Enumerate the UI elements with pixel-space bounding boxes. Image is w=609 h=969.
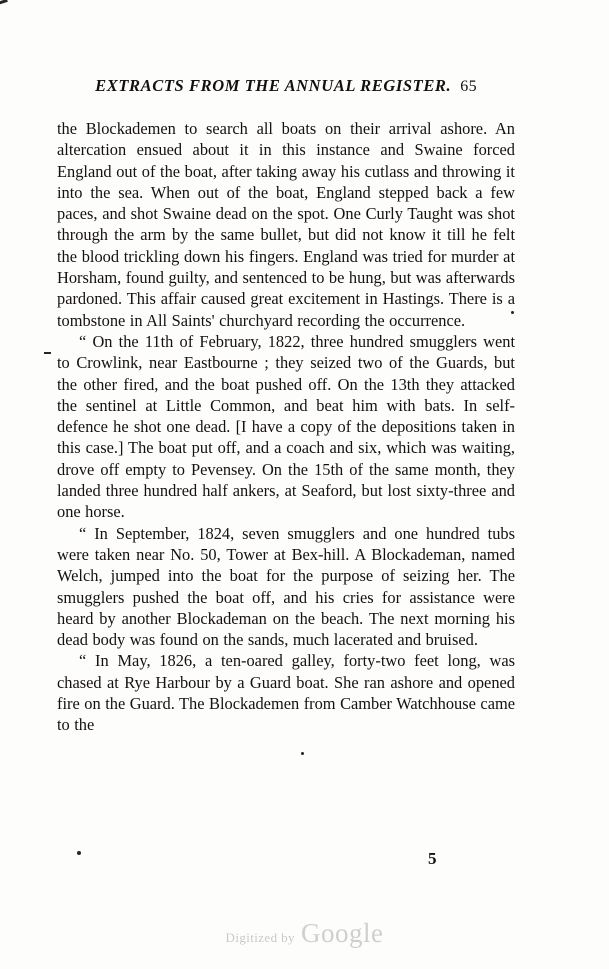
watermark-brand: Google <box>300 918 384 948</box>
running-head <box>57 76 515 96</box>
watermark-prefix: Digitized by <box>225 930 295 945</box>
page-number: 65 <box>460 78 477 95</box>
running-head-title: EXTRACTS FROM THE ANNUAL REGISTER. <box>95 76 452 95</box>
signature-mark: 5 <box>428 849 437 868</box>
scan-artifact-dot-footer <box>77 851 81 855</box>
google-watermark <box>0 918 609 949</box>
text-column <box>57 118 515 736</box>
paragraph-1824: “ In September, 1824, seven smugglers and one hundred tubs were taken near No. 50, Tower at Bex-hill. A Blockademan, named Welch, jumped into the boat for the purpose of seizing her. The smugglers pushed the boat off, and his cries for assistance were heard by another Blockademan on the beach. The next morning his dead body was found on the sands, much lacerated and bruised. <box>57 523 515 650</box>
paragraph-1822: “ On the 11th of February, 1822, three hundred smugglers went to Crowlink, near Eastbourne ; they seized two of the Guards, but the other fired, and the boat pushed off. On the 13th they attacked the sentinel at Little Common, and beat him with bats. In self-defence he shot one dead. [I have a copy of the depositions taken in this case.] The boat put off, and a coach and six, which was waiting, drove off empty to Pevensey. On the 15th of the same month, they landed three hundred half ankers, at Seaford, but lost sixty-three and one horse. <box>57 331 515 522</box>
paragraph-continued: the Blockademen to search all boats on their arrival ashore. An altercation ensued about it in this instance and Swaine forced England out of the boat, after taking away his cutlass and throwing it into the sea. When out of the boat, England stepped back a few paces, and shot Swaine dead on the spot. One Curly Taught was shot through the arm by the same bullet, but did not know it till he felt the blood trickling down his fingers. England was tried for murder at Horsham, found guilty, and sentenced to be hung, but was afterwards pardoned. This affair caused great excitement in Hastings. There is a tombstone in All Saints' churchyard recording the occurrence. <box>57 119 515 330</box>
scan-artifact-dot-middle <box>301 752 304 755</box>
paragraph-1826: “ In May, 1826, a ten-oared galley, forty-two feet long, was chased at Rye Harbour by a Guard boat. She ran ashore and opened fire on the Guard. The Blockademen from Camber Watchhouse came to the <box>57 651 515 735</box>
scan-artifact-dash-left <box>44 352 51 354</box>
scan-artifact-tick-footer <box>0 0 9 7</box>
